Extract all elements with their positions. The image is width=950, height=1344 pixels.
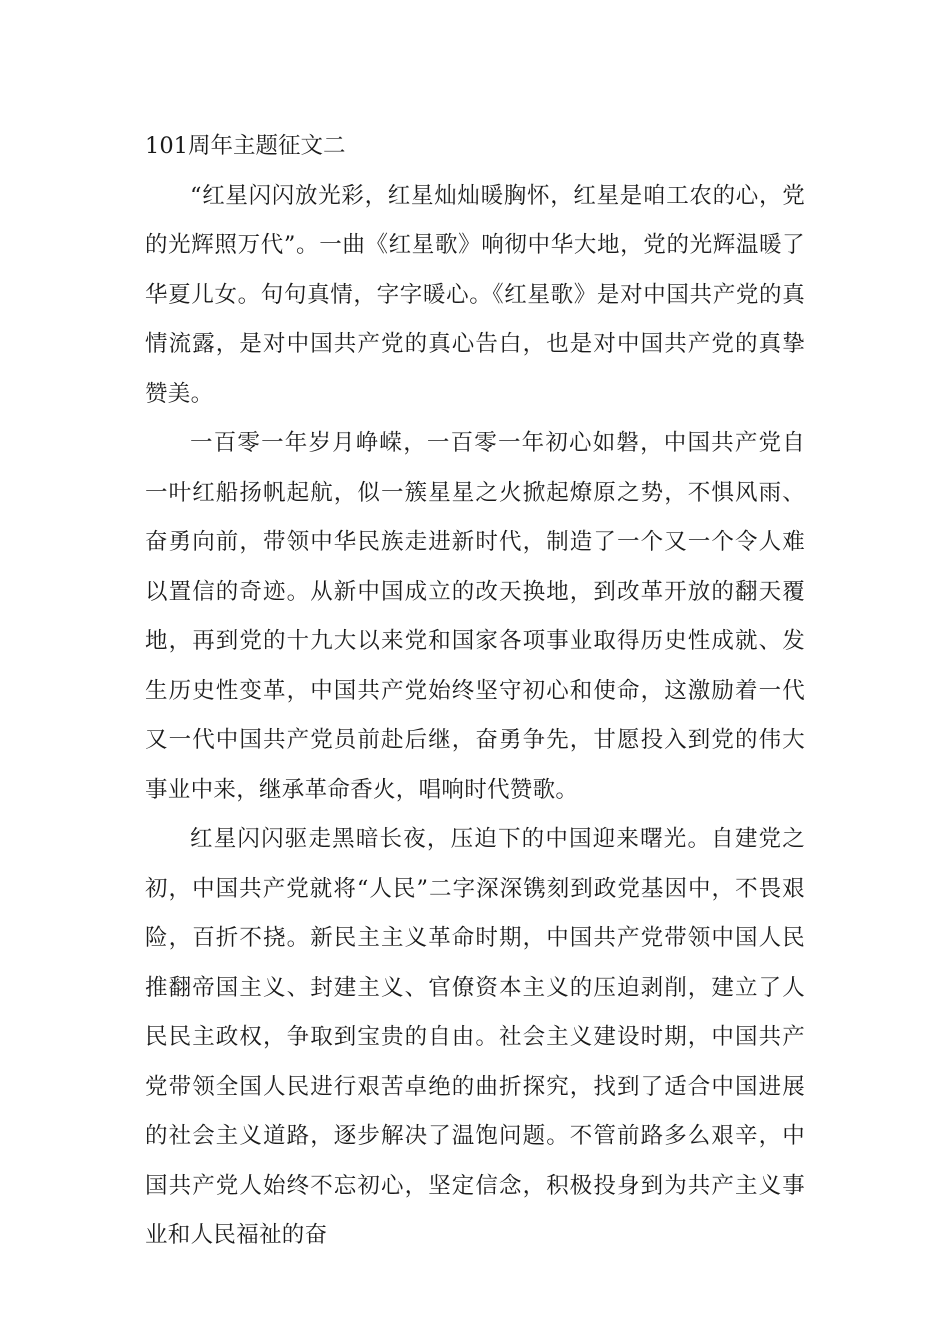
document-title: 101周年主题征文二	[145, 133, 346, 159]
paragraph-3: 红星闪闪驱走黑暗长夜，压迫下的中国迎来曙光。自建党之初，中国共产党就将“人民”二字深深镌刻到政党基因中，不畏艰险，百折不挠。新民主主义革命时期，中国共产党带领中国人民推翻帝国主义、封建主义、官僚资本主义的压迫剥削，建立了人民民主政权，争取到宝贵的自由。社会主义建设时期，中国共产党带领全国人民进行艰苦卓绝的曲折探究，找到了适合中国进展的社会主义道路，逐步解决了温饱问题。不管前路多么艰辛，中国共产党人始终不忘初心，坚定信念，积极投身到为共产主义事业和人民福祉的奋	[145, 826, 805, 1248]
paragraph-2: 一百零一年岁月峥嵘，一百零一年初心如磐，中国共产党自一叶红船扬帆起航，似一簇星星之火掀起燎原之势，不惧风雨、奋勇向前，带领中华民族走进新时代，制造了一个又一个令人难以置信的奇迹。从新中国成立的改天换地，到改革开放的翻天覆地，再到党的十九大以来党和国家各项事业取得历史性成就、发生历史性变革，中国共产党始终坚守初心和使命，这激励着一代又一代中国共产党员前赴后继，奋勇争先，甘愿投入到党的伟大事业中来，继承革命香火，唱响时代赞歌。	[145, 430, 805, 803]
document-body	[145, 122, 805, 1261]
paragraph-1: “红星闪闪放光彩，红星灿灿暖胸怀，红星是咱工农的心，党的光辉照万代”。一曲《红星歌》响彻中华大地，党的光辉温暖了华夏儿女。句句真情，字字暖心。《红星歌》是对中国共产党的真情流露，是对中国共产党的真心告白，也是对中国共产党的真挚赞美。	[145, 182, 805, 407]
